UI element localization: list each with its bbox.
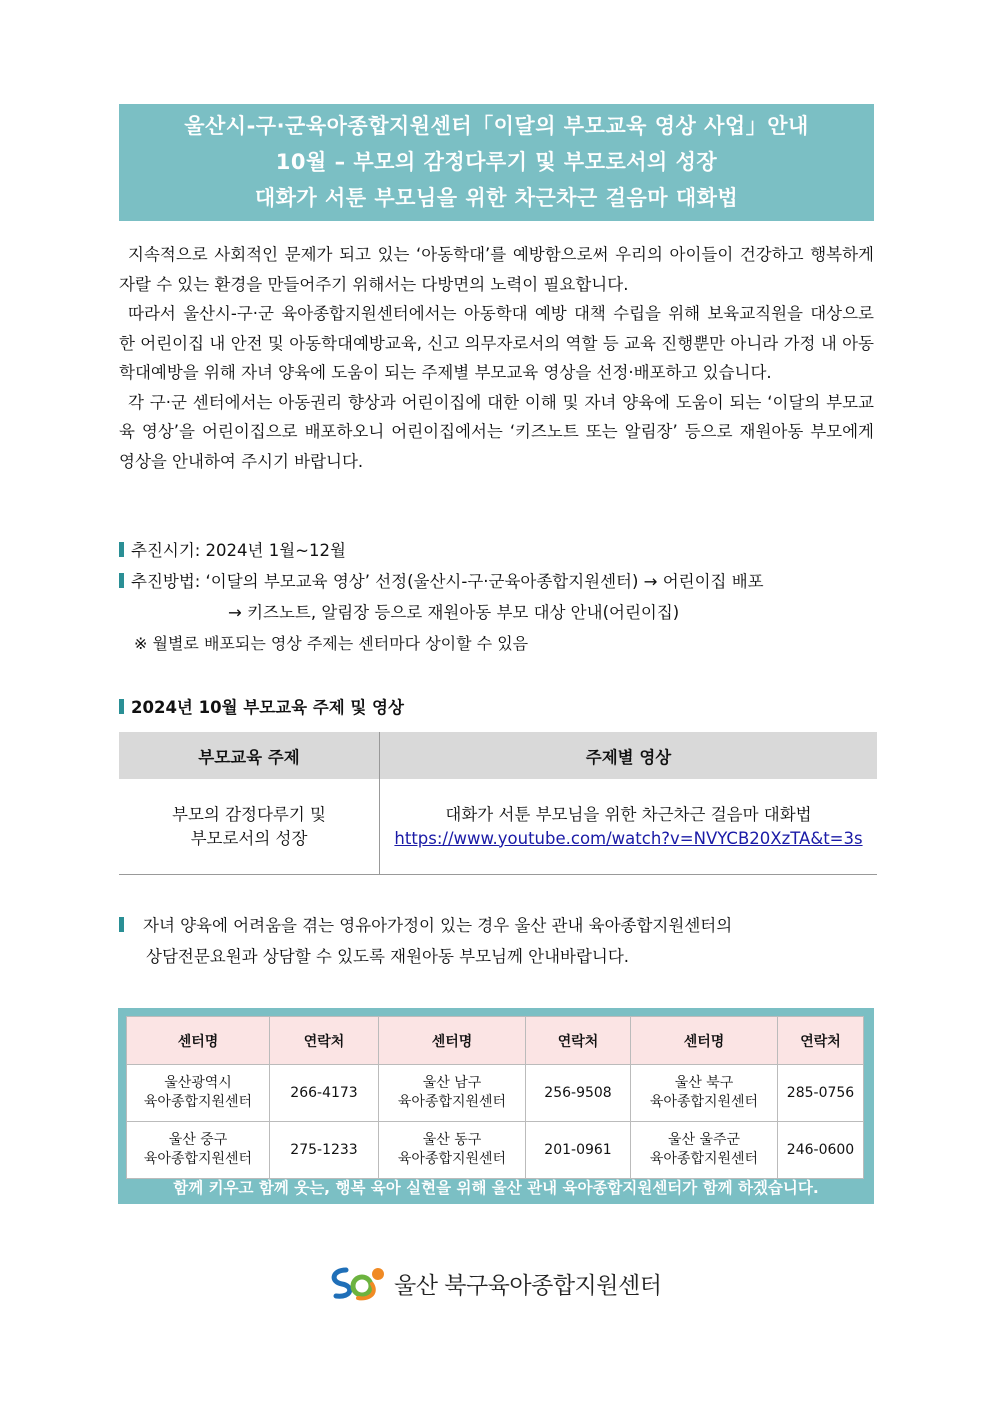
info-method	[119, 567, 879, 597]
method-text: 추진방법: ‘이달의 부모교육 영상’ 선정(울산시-구·군육아종합지원센터) → 어린이집 배포	[131, 572, 764, 591]
title-line-1: 울산시-구·군육아종합지원센터「이달의 부모교육 영상 사업」안내	[184, 114, 809, 138]
intro-paragraph-3: 각 구·군 센터에서는 아동권리 향상과 어린이집에 대한 이해 및 자녀 양육에 도움이 되는 ‘이달의 부모교육 영상’을 어린이집으로 배포하오니 어린이집에서는 ‘키즈노트 또는 알림장’ 등으로 재원아동 부모에게 영상을 안내하여 주시기 바랍니다.	[119, 392, 874, 471]
video-link[interactable]: https://www.youtube.com/watch?v=NVYCB20XzTA&t=3s	[394, 828, 863, 848]
topic-heading-text: 2024년 10월 부모교육 주제 및 영상	[131, 698, 404, 717]
bullet-bar	[119, 699, 124, 714]
contact-header: 연락처	[778, 1017, 864, 1065]
intro-paragraph-1: 지속적으로 사회적인 문제가 되고 있는 ‘아동학대’를 예방함으로써 우리의 아이들이 건강하고 행복하게 자랄 수 있는 환경을 만들어주기 위해서는 다방면의 노력이 필요합니다.	[119, 245, 874, 294]
center-phone: 256-9508	[526, 1065, 631, 1122]
center-name-header: 센터명	[379, 1017, 526, 1065]
advice-line-1: 자녀 양육에 어려움을 겪는 영유아가정이 있는 경우 울산 관내 육아종합지원센터의	[143, 916, 733, 935]
center-phone: 266-4173	[270, 1065, 379, 1122]
logo-icon	[328, 1264, 388, 1302]
center-contacts-table	[126, 1016, 864, 1179]
info-period	[119, 536, 879, 566]
center-phone: 285-0756	[778, 1065, 864, 1122]
center-logo	[328, 1263, 661, 1303]
topic-heading	[119, 694, 404, 718]
title-banner	[119, 104, 874, 221]
table-row	[127, 1065, 864, 1122]
center-name-header: 센터명	[127, 1017, 270, 1065]
center-name: 울산 남구 육아종합지원센터	[379, 1065, 526, 1122]
video-col-header: 주제별 영상	[380, 732, 878, 779]
center-phone: 275-1233	[270, 1122, 379, 1179]
center-name: 울산 울주군 육아종합지원센터	[631, 1122, 778, 1179]
center-phone: 201-0961	[526, 1122, 631, 1179]
info-method-continued: → 키즈노트, 알림장 등으로 재원아동 부모 대상 안내(어린이집)	[228, 603, 680, 622]
center-phone: 246-0600	[778, 1122, 864, 1179]
topic-col-header: 부모교육 주제	[119, 732, 380, 779]
video-title: 대화가 서툰 부모님을 위한 차근차근 걸음마 대화법	[445, 804, 812, 824]
logo-text: 울산 북구육아종합지원센터	[394, 1272, 662, 1299]
contact-header: 연락처	[270, 1017, 379, 1065]
period-text: 추진시기: 2024년 1월~12월	[131, 541, 346, 560]
title-line-3: 대화가 서툰 부모님을 위한 차근차근 걸음마 대화법	[254, 186, 739, 210]
advice-text	[119, 910, 879, 972]
intro-text	[119, 240, 874, 476]
info-note: ※ 월별로 배포되는 영상 주제는 센터마다 상이할 수 있음	[134, 634, 529, 653]
center-name: 울산 동구 육아종합지원센터	[379, 1122, 526, 1179]
contact-header: 연락처	[526, 1017, 631, 1065]
center-name: 울산 북구 육아종합지원센터	[631, 1065, 778, 1122]
bullet-bar	[119, 917, 124, 932]
intro-paragraph-2: 따라서 울산시-구·군 육아종합지원센터에서는 아동학대 예방 대책 수립을 위해 보육교직원을 대상으로 한 어린이집 내 안전 및 아동학대예방교육, 신고 의무자로서의 역할 등 교육 진행뿐만 아니라 가정 내 아동학대예방을 위해 자녀 양육에 도움이 되는 주제별 부모교육 영상을 선정·배포하고 있습니다.	[119, 304, 874, 382]
bullet-bar	[119, 542, 124, 557]
topic-line-1: 부모의 감정다루기 및	[172, 804, 326, 824]
advice-line-2: 상담전문요원과 상담할 수 있도록 재원아동 부모님께 안내바랍니다.	[146, 947, 630, 966]
center-name: 울산광역시 육아종합지원센터	[127, 1065, 270, 1122]
center-name: 울산 중구 육아종합지원센터	[127, 1122, 270, 1179]
title-line-2: 10월 – 부모의 감정다루기 및 부모로서의 성장	[275, 150, 718, 174]
topic-cell	[119, 779, 380, 875]
topic-line-2: 부모로서의 성장	[190, 828, 308, 848]
table-row	[127, 1122, 864, 1179]
video-cell	[380, 779, 878, 875]
center-contacts-box	[118, 1008, 874, 1204]
bullet-bar	[119, 573, 124, 588]
topic-table	[119, 732, 877, 875]
center-footer-text: 함께 키우고 함께 웃는, 행복 육아 실현을 위해 울산 관내 육아종합지원센터가 함께 하겠습니다.	[173, 1179, 819, 1197]
center-name-header: 센터명	[631, 1017, 778, 1065]
